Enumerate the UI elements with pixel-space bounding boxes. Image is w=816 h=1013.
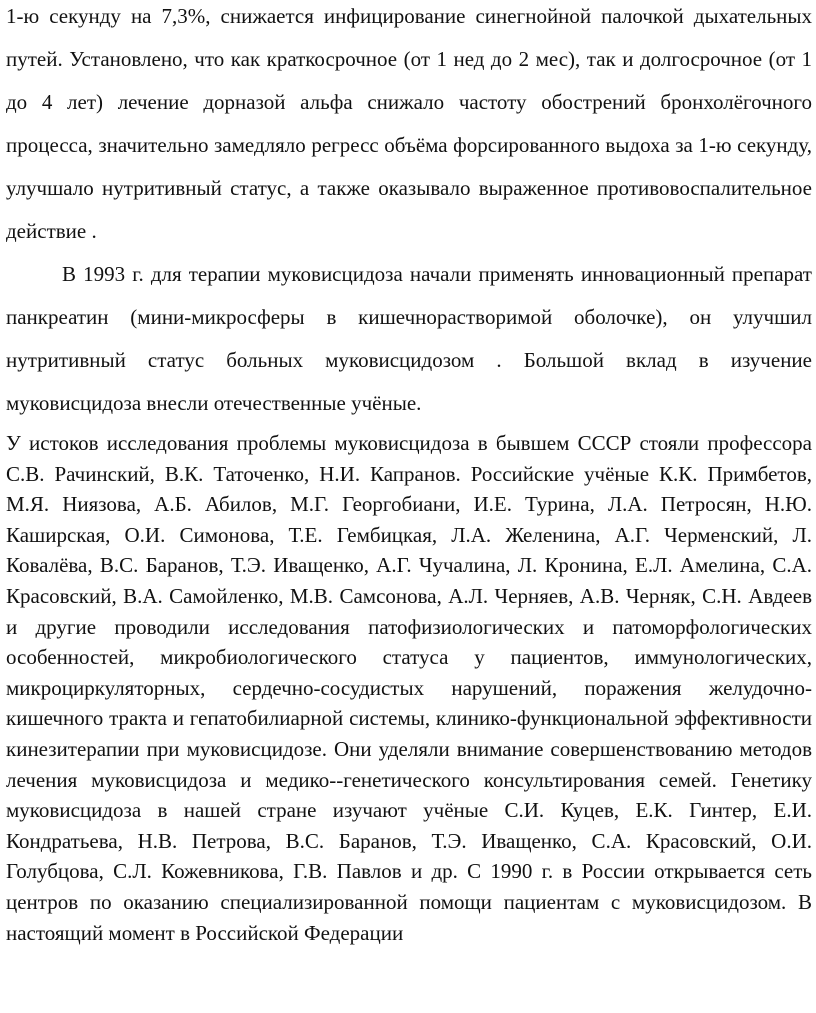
paragraph-3: У истоков исследования проблемы муковисцидоза в бывшем СССР стояли профессора С.В. Рачинский, В.К. Таточенко, Н.И. Капранов. Российские учёные К.К. Примбетов, М.Я. Ниязова, А.Б. Абилов, М.Г. Георгобиани, И.Е. Турина, Л.А. Петросян, Н.Ю. Каширская, О.И. Симонова, Т.Е. Гембицкая, Л.А. Желенина, А.Г. Черменский, Л. Ковалёва, В.С. Баранов, Т.Э. Иващенко, А.Г. Чучалина, Л. Кронина, Е.Л. Амелина, С.А. Красовский, В.А. Самойленко, М.В. Самсонова, А.Л. Черняев, А.В. Черняк, С.Н. Авдеев и другие проводили исследования патофизиологических и патоморфологических особенностей, микробиологического статуса у пациентов, иммунологических, микроциркуляторных, сердечно-сосудистых нарушений, поражения желудочно-кишечного тракта и гепатобилиарной системы, клинико-функциональной эффективности кинезитерапии при муковисцидозе. Они уделяли внимание совершенствованию методов лечения муковисцидоза и медико--генетического консультирования семей. Генетику муковисцидоза в нашей стране изучают учёные С.И. Куцев, Е.К. Гинтер, Е.И. Кондратьева, Н.В. Петрова, В.С. Баранов, Т.Э. Иващенко, С.А. Красовский, О.И. Голубцова, С.Л. Кожевникова, Г.В. Павлов и др. С 1990 г. в России открывается сеть центров по оказанию специализированной помощи пациентам с муковисцидозом. В настоящий момент в Российской Федерации	[6, 431, 812, 945]
paragraph-2: В 1993 г. для терапии муковисцидоза начали применять инновационный препарат панкреатин (мини-микросферы в кишечнорастворимой оболочке), он улучшил нутритивный статус больных муковисцидозом . Большой вклад в изучение муковисцидоза внесли отечественные учёные.	[6, 262, 812, 415]
document-page	[6, 0, 812, 948]
paragraph-1: 1-ю секунду на 7,3%, снижается инфицирование синегнойной палочкой дыхательных путей. Установлено, что как краткосрочное (от 1 нед до 2 мес), так и долгосрочное (от 1 до 4 лет) лечение дорназой альфа снижало частоту обострений бронхолёгочного процесса, значительно замедляло регресс объёма форсированного выдоха за 1-ю секунду, улучшало нутритивный статус, а также оказывало выраженное противовоспалительное действие .	[6, 4, 812, 243]
